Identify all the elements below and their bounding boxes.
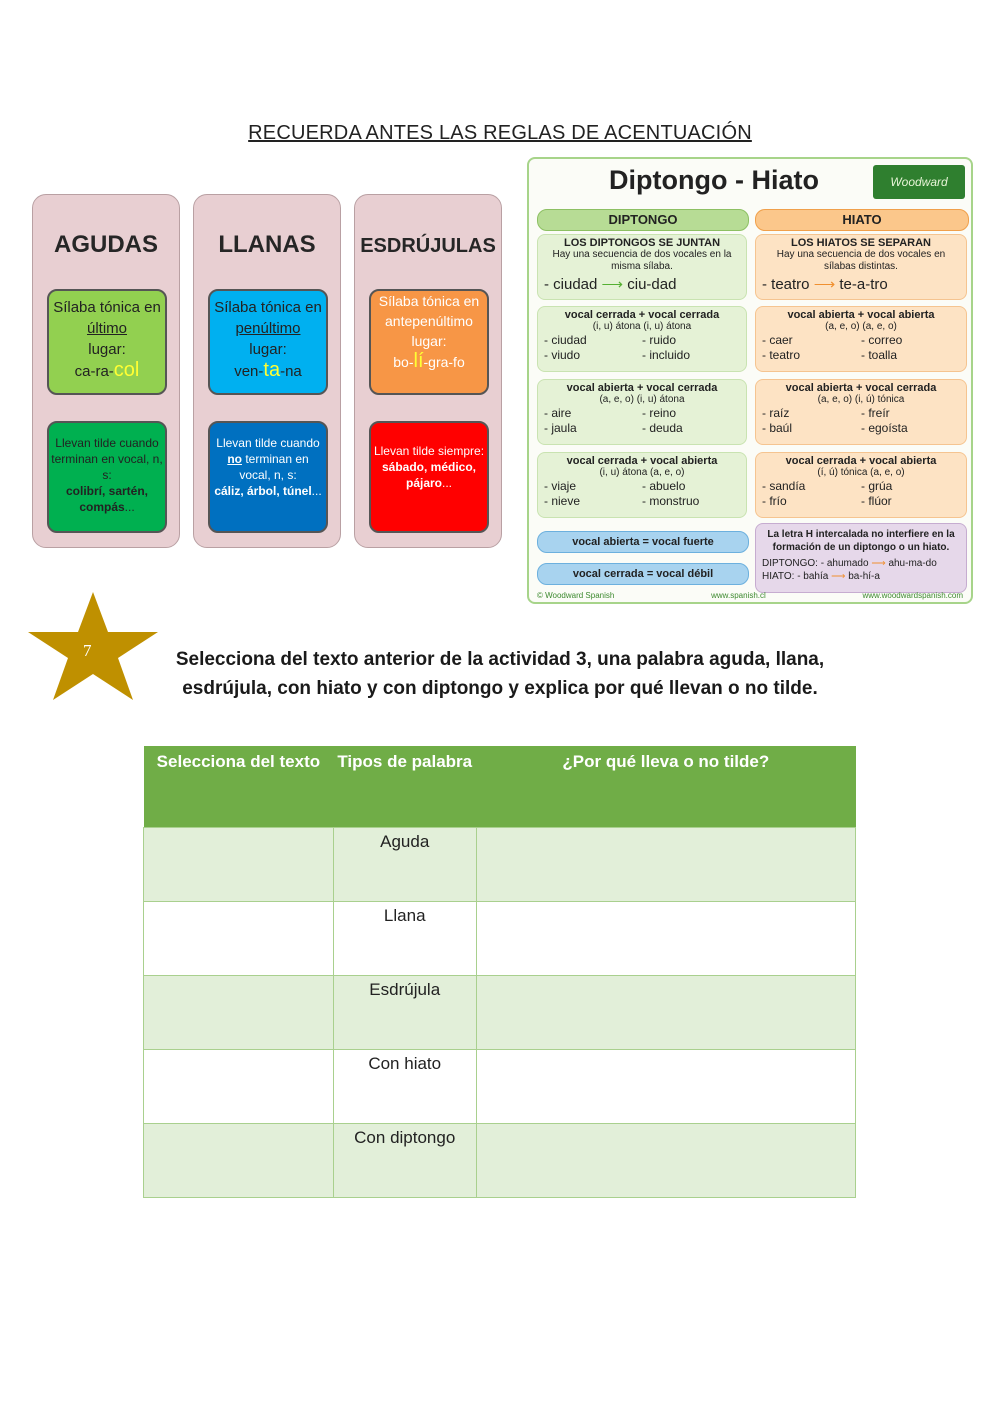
woodward-logo: Woodward — [873, 165, 965, 199]
llanas-example-b: -na — [280, 363, 302, 380]
example-word: - viudo — [544, 348, 581, 362]
answer-cell[interactable] — [144, 828, 334, 902]
example-word: - grúa — [861, 479, 893, 493]
answer-cell[interactable] — [144, 976, 334, 1050]
example-word: - frío — [762, 494, 787, 508]
agudas-rule-post: lugar: — [88, 341, 126, 358]
example-word: - incluido — [642, 348, 691, 362]
explanation-cell[interactable] — [476, 1050, 855, 1124]
esdrujulas-example-highlight: lí — [413, 350, 424, 372]
esdrujulas-heading: ESDRÚJULAS — [360, 235, 496, 257]
diptongo-rule-1 — [537, 306, 747, 372]
example-word: - abuelo — [642, 479, 686, 493]
rule-heading: vocal abierta + vocal cerrada — [566, 382, 718, 394]
llanas-column — [193, 194, 341, 548]
rule-sub: (i, u) átona (a, e, o) — [599, 467, 685, 478]
example-word: - raíz — [762, 406, 790, 420]
example-word: - egoísta — [861, 421, 908, 435]
diptongo-rule-3 — [537, 452, 747, 518]
example-word: - ciudad — [544, 333, 587, 347]
rule-heading: vocal abierta + vocal abierta — [787, 309, 935, 321]
agudas-column — [32, 194, 180, 548]
rule-heading: vocal cerrada + vocal abierta — [785, 455, 937, 467]
example-word: - baúl — [762, 421, 793, 435]
agudas-rule-text: Sílaba tónica en — [53, 299, 161, 316]
agudas-tilde-text: Llevan tilde cuando terminan en vocal, n, s: — [51, 436, 163, 482]
llanas-example-highlight: ta — [263, 359, 281, 381]
arrow-icon: ⟶ — [601, 276, 624, 293]
arrow-icon: ⟶ — [813, 276, 836, 293]
footer-link: www.spanish.cl — [711, 591, 766, 600]
table-row — [144, 828, 856, 902]
llanas-tilde-ellipsis: ... — [311, 484, 322, 498]
hiato-h-split: ba-hí-a — [848, 571, 880, 582]
table-header-row — [144, 746, 856, 828]
letra-h-heading: La letra H intercalada no interfiere en la formación de un diptongo o un hiato. — [767, 529, 955, 553]
esdrujulas-tilde-examples: sábado, médico, pájaro — [381, 460, 477, 490]
llanas-heading: LLANAS — [218, 231, 316, 258]
answer-cell[interactable] — [144, 1050, 334, 1124]
diptongo-h-example: DIPTONGO: - ahumado — [762, 558, 869, 569]
rule-heading: vocal cerrada + vocal abierta — [566, 455, 718, 467]
answer-cell[interactable] — [144, 1124, 334, 1198]
hiato-rule-3 — [755, 452, 967, 518]
agudas-rule-box — [47, 289, 167, 395]
agudas-rule-underline: último — [86, 320, 127, 337]
word-type-cell: Con diptongo — [333, 1124, 476, 1198]
diptongo-rule-2 — [537, 379, 747, 445]
esdrujulas-example-b: -gra-fo — [423, 354, 465, 370]
word-type-cell: Llana — [333, 902, 476, 976]
vocal-debil-note: vocal cerrada = vocal débil — [537, 563, 749, 585]
hiato-rule-2 — [755, 379, 967, 445]
header-selecciona: Selecciona del texto — [144, 746, 334, 828]
hiato-rule-1 — [755, 306, 967, 372]
example-word: - sandía — [762, 479, 806, 493]
card-title: Diptongo - Hiato — [609, 165, 819, 195]
diptongo-header: DIPTONGO — [537, 209, 749, 231]
table-row — [144, 902, 856, 976]
agudas-example-a: ca-ra- — [74, 363, 114, 380]
llanas-example-a: ven- — [234, 363, 264, 380]
rule-sub: (a, e, o) (i, u) átona — [599, 394, 685, 405]
word-type-cell: Con hiato — [333, 1050, 476, 1124]
llanas-rule-box — [208, 289, 328, 395]
card-footer — [537, 591, 963, 600]
llanas-rule-underline: penúltimo — [235, 320, 301, 337]
llanas-rule-post: lugar: — [249, 341, 287, 358]
example-word: - toalla — [861, 348, 898, 362]
letra-h-note — [755, 523, 967, 593]
llanas-tilde-examples: cáliz, árbol, túnel — [214, 484, 312, 498]
table-row — [144, 976, 856, 1050]
esdrujulas-tilde-box — [369, 421, 489, 533]
example-word: - flúor — [861, 494, 892, 508]
diptongo-intro-split: ciu-dad — [627, 276, 677, 293]
explanation-cell[interactable] — [476, 828, 855, 902]
answer-cell[interactable] — [144, 902, 334, 976]
example-word: - nieve — [544, 494, 581, 508]
table-row — [144, 1050, 856, 1124]
hiato-intro-sub: Hay una secuencia de dos vocales en sílabas distintas. — [776, 249, 946, 272]
example-word: - jaula — [544, 421, 577, 435]
word-type-cell: Aguda — [333, 828, 476, 902]
rule-sub: (a, e, o) (i, ú) tónica — [817, 394, 905, 405]
rule-sub: (a, e, o) (a, e, o) — [825, 321, 897, 332]
rule-heading: vocal cerrada + vocal cerrada — [564, 309, 720, 321]
example-word: - viaje — [544, 479, 577, 493]
example-word: - teatro — [762, 348, 801, 362]
esdrujulas-column — [354, 194, 502, 548]
instruction-text: Selecciona del texto anterior de la actividad 3, una palabra aguda, llana, esdrújula, con hiato y con diptongo y explica por qué llevan o no tilde. — [175, 649, 825, 699]
example-word: - monstruo — [642, 494, 700, 508]
hiato-intro-heading: LOS HIATOS SE SEPARAN — [791, 237, 931, 249]
example-word: - aire — [544, 406, 572, 420]
esdrujulas-tilde-ellipsis: ... — [442, 476, 453, 490]
hiato-intro — [755, 234, 967, 300]
diptongo-intro-sub: Hay una secuencia de dos vocales en la misma sílaba. — [552, 249, 732, 272]
agudas-example-highlight: col — [113, 359, 140, 381]
hiato-intro-word: - teatro — [762, 276, 810, 293]
esdrujulas-example-a: bo- — [393, 354, 414, 370]
rule-heading: vocal abierta + vocal cerrada — [785, 382, 937, 394]
esdrujulas-tilde-text: Llevan tilde siempre: — [373, 444, 485, 458]
explanation-cell[interactable] — [476, 1124, 855, 1198]
agudas-tilde-examples: colibrí, sartén, compás — [65, 484, 149, 514]
footer-credit: © Woodward Spanish — [537, 591, 615, 600]
hiato-h-example: HIATO: - bahía — [762, 571, 829, 582]
llanas-tilde-text: terminan en vocal, n, s: — [239, 452, 309, 482]
esdrujulas-rule-text: Sílaba tónica en antepenúltimo lugar: — [378, 293, 480, 349]
rule-sub: (i, u) átona (i, u) átona — [592, 321, 692, 332]
example-word: - caer — [762, 333, 793, 347]
word-type-cell: Esdrújula — [333, 976, 476, 1050]
hiato-intro-split: te-a-tro — [839, 276, 888, 293]
vocal-fuerte-note: vocal abierta = vocal fuerte — [537, 531, 749, 553]
esdrujulas-rule-box — [369, 289, 489, 395]
agudas-tilde-ellipsis: ... — [124, 500, 135, 514]
header-tipos: Tipos de palabra — [333, 746, 476, 828]
diptongo-hiato-card — [527, 157, 973, 604]
explanation-cell[interactable] — [476, 902, 855, 976]
arrow-icon: ⟶ — [831, 571, 846, 582]
example-word: - ruido — [642, 333, 677, 347]
page-title: RECUERDA ANTES LAS REGLAS DE ACENTUACIÓN — [248, 122, 752, 144]
answer-table — [143, 746, 856, 1198]
diptongo-intro-word: - ciudad — [544, 276, 598, 293]
arrow-icon: ⟶ — [871, 558, 886, 569]
table-row — [144, 1124, 856, 1198]
example-word: - freír — [861, 406, 890, 420]
hiato-header: HIATO — [755, 209, 969, 231]
diptongo-h-split: ahu-ma-do — [888, 558, 937, 569]
agudas-tilde-box — [47, 421, 167, 533]
diptongo-intro — [537, 234, 747, 300]
llanas-tilde-box — [208, 421, 328, 533]
llanas-rule-text: Sílaba tónica en — [214, 299, 322, 316]
diptongo-intro-heading: LOS DIPTONGOS SE JUNTAN — [563, 237, 721, 249]
header-por-que: ¿Por qué lleva o no tilde? — [476, 746, 855, 828]
example-word: - reino — [642, 406, 677, 420]
agudas-heading: AGUDAS — [53, 231, 158, 258]
footer-link: www.woodwardspanish.com — [862, 591, 963, 600]
activity-number: 7 — [83, 641, 92, 660]
llanas-tilde-pre: Llevan tilde cuando — [216, 436, 320, 450]
example-word: - deuda — [642, 421, 683, 435]
llanas-tilde-no: no — [227, 452, 242, 466]
example-word: - correo — [861, 333, 903, 347]
rule-sub: (í, ú) tónica (a, e, o) — [817, 467, 905, 478]
explanation-cell[interactable] — [476, 976, 855, 1050]
star-icon — [28, 592, 158, 700]
